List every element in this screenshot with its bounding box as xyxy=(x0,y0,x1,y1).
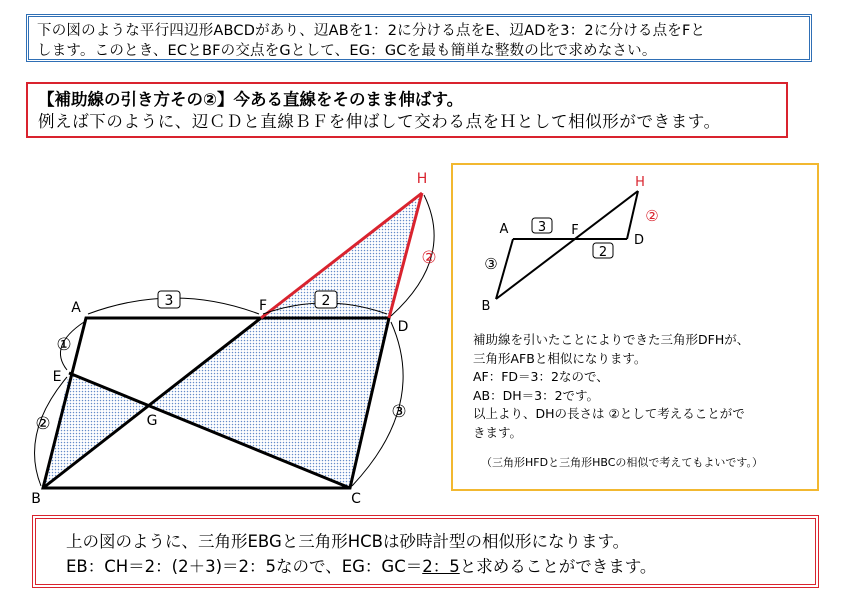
conclusion-line-2-prefix: EB：CH＝2：(2＋3)＝2：5なので、EG：GC＝ xyxy=(66,557,423,576)
side-af-label: 3 xyxy=(537,220,547,235)
side-fd-label: 2 xyxy=(598,245,608,260)
af-label: 3 xyxy=(164,293,174,309)
explanation-box xyxy=(451,163,819,491)
conclusion-box xyxy=(32,515,819,588)
point-g-label: G xyxy=(146,413,158,429)
conclusion-line-1: 上の図のように、三角形EBGと三角形HCBは砂時計型の相似形になります。 xyxy=(66,532,630,551)
side-dh-label: ② xyxy=(645,207,659,225)
side-line-ab xyxy=(496,239,513,299)
point-e-label: E xyxy=(52,369,62,385)
conclusion-line-2-suffix: と求めることができます。 xyxy=(459,557,657,576)
hint-title: 【補助線の引き方その②】今ある直線をそのまま伸ばす。 xyxy=(38,90,464,109)
side-line-bh xyxy=(496,191,638,299)
problem-statement xyxy=(26,14,812,62)
side-point-a-label: A xyxy=(499,222,509,237)
point-a-label: A xyxy=(71,300,81,316)
problem-line-1: 下の図のような平行四辺形ABCDがあり、辺ABを1：2に分ける点をE、辺ADを3：2に分ける点をFと xyxy=(37,23,706,39)
side-point-f-label: F xyxy=(571,223,579,238)
side-ab-label: ③ xyxy=(484,255,498,273)
dh-label: ② xyxy=(421,248,437,268)
point-b-label: B xyxy=(31,491,41,507)
dc-label: ③ xyxy=(391,402,407,422)
main-figure xyxy=(0,150,450,510)
conclusion-answer: 2：5 xyxy=(422,557,460,576)
point-h-label: H xyxy=(416,171,428,187)
fd-label: 2 xyxy=(321,293,331,309)
shaded-region-gfdc xyxy=(148,318,389,488)
side-point-b-label: B xyxy=(481,299,491,314)
hint-box xyxy=(26,82,788,138)
explanation-line-2: 三角形AFBと相似になります。 xyxy=(473,350,647,366)
ae-label: ① xyxy=(56,335,72,355)
point-c-label: C xyxy=(351,491,361,507)
explanation-line-6: きます。 xyxy=(473,424,523,440)
eb-label: ② xyxy=(35,414,51,434)
explanation-line-1: 補助線を引いたことによりできた三角形DFHが、 xyxy=(473,332,750,347)
point-f-label: F xyxy=(258,298,268,314)
explanation-line-4: AB：DH＝3：2です。 xyxy=(473,387,600,403)
point-d-label: D xyxy=(397,319,409,335)
explanation-line-3: AF：FD＝3：2なので、 xyxy=(473,369,609,384)
hint-body: 例えば下のように、辺ＣＤと直線ＢＦを伸ばして交わる点をＨとして相似形ができます。 xyxy=(38,112,721,131)
explanation-line-5: 以上より、DHの長さは ②として考えることがで xyxy=(473,406,745,421)
side-point-d-label: D xyxy=(633,233,645,248)
explanation-note: （三角形HFDと三角形HBCの相似で考えてもよいです。） xyxy=(481,456,763,469)
side-point-h-label: H xyxy=(635,175,645,190)
conclusion-line-2 xyxy=(66,554,815,579)
explanation-text xyxy=(473,331,803,442)
problem-line-2: します。このとき、ECとBFの交点をGとして、EG：GCを最も簡単な整数の比で求めなさい。 xyxy=(37,43,657,59)
side-figure xyxy=(453,165,817,330)
